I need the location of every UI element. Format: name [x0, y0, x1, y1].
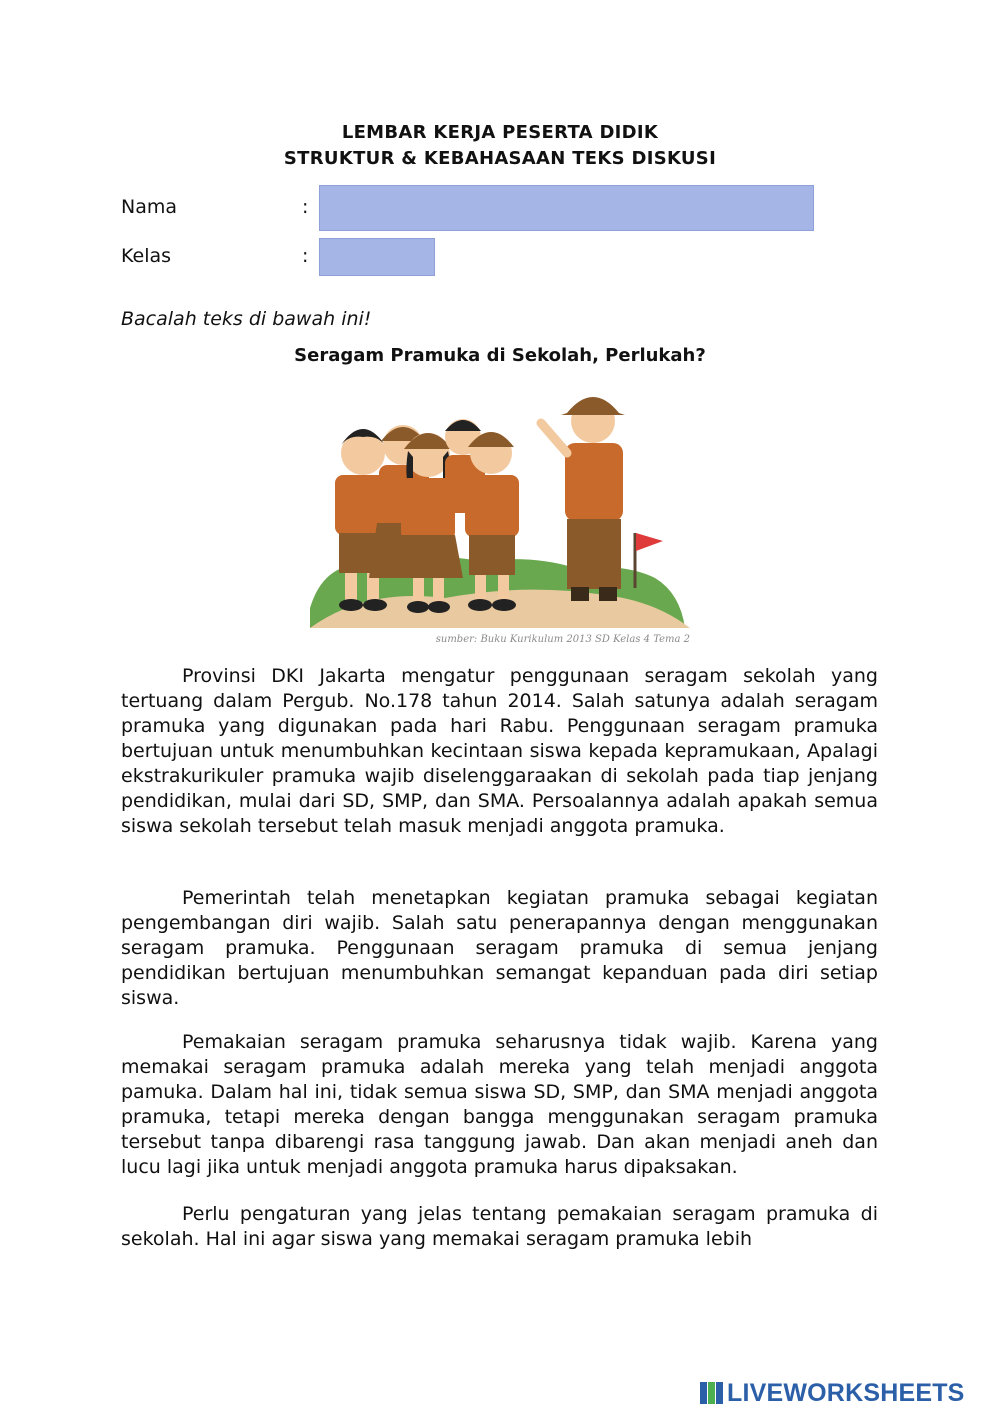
article-title: Seragam Pramuka di Sekolah, Perlukah? [294, 345, 706, 366]
article-paragraph-3: Pemakaian seragam pramuka seharusnya tidak wajib. Karena yang memakai seragam pramuka adalah mereka yang telah menjadi anggota pamuka. Dalam hal ini, tidak semua siswa SD, SMP, dan SMA menjadi anggota pramuka, tetapi mereka dengan bangga menggunakan seragam pramuka tersebut tanpa dibarengi rasa tanggung jawab. Dan akan menjadi aneh dan lucu lagi jika untuk menjadi anggota pramuka harus dipaksakan. [121, 1031, 878, 1178]
name-input[interactable] [319, 185, 814, 231]
worksheet-title: LEMBAR KERJA PESERTA DIDIK [341, 122, 659, 143]
reading-instruction: Bacalah teks di bawah ini! [121, 308, 372, 330]
liveworksheets-wordmark: LIVEWORKSHEETS [727, 1378, 965, 1407]
article-paragraph-1: Provinsi DKI Jakarta mengatur penggunaan seragam sekolah yang tertuang dalam Pergub. No.178 tahun 2014. Salah satunya adalah seragam pramuka yang digunakan pada hari Rabu. Penggunaan seragam pramuka bertujuan untuk menumbuhkan kecintaan siswa kepada kepramukaan, Apalagi ekstrakurikuler pramuka wajib diselenggaraakan di sekolah pada tiap jenjang pendidikan, mulai dari SD, SMP, dan SMA. Persoalannya adalah apakah semua siswa sekolah tersebut telah masuk menjadi anggota pramuka. [121, 665, 878, 837]
article-paragraph-4: Perlu pengaturan yang jelas tentang pemakaian seragam pramuka di sekolah. Hal ini agar siswa yang memakai seragam pramuka lebih [121, 1203, 878, 1250]
worksheet-subtitle: STRUKTUR & KEBAHASAAN TEKS DISKUSI [283, 148, 717, 169]
image-caption: sumber: Buku Kurikulum 2013 SD Kelas 4 Tema 2 [435, 634, 690, 645]
liveworksheets-logo-icon [700, 1382, 723, 1404]
class-colon: : [302, 245, 309, 267]
class-label: Kelas [121, 245, 172, 267]
name-colon: : [302, 196, 309, 218]
name-label: Nama [121, 196, 178, 218]
liveworksheets-brand [700, 1380, 965, 1406]
scouts-illustration [305, 383, 690, 633]
article-paragraph-2: Pemerintah telah menetapkan kegiatan pramuka sebagai kegiatan pengembangan diri wajib. Salah satu penerapannya dengan menggunakan seragam pramuka. Penggunaan seragam pramuka di semua jenjang pendidikan bertujuan menumbuhkan semangat kepanduan pada diri setiap siswa. [121, 887, 878, 1009]
class-input[interactable] [319, 238, 435, 276]
